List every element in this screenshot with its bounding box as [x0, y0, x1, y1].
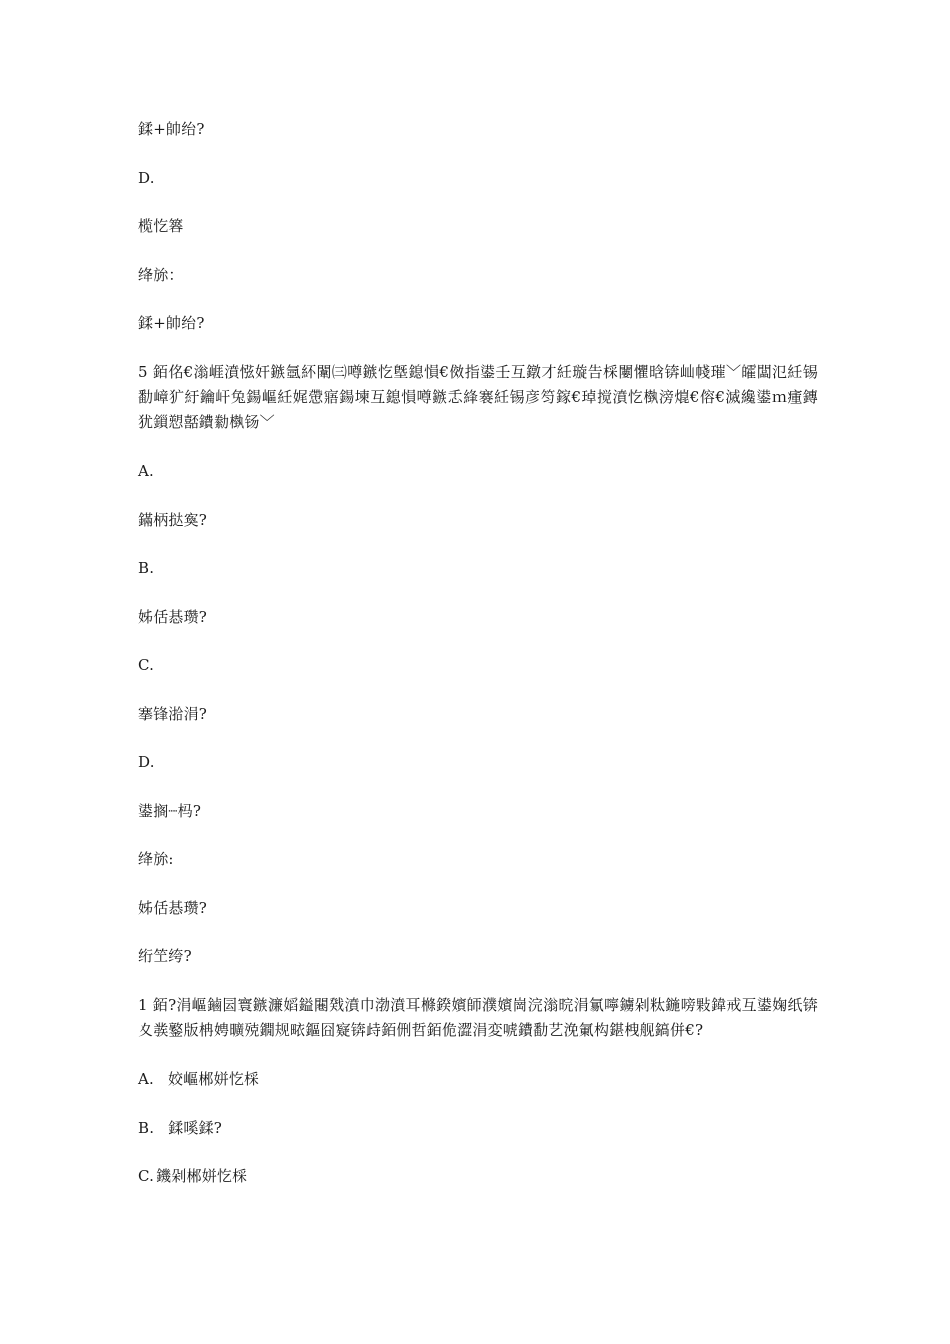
option-letter: D. [138, 753, 155, 771]
option-text: 鐖剁郴姘忔棌 [156, 1167, 248, 1185]
option-letter: A. [138, 1070, 155, 1088]
option-letter: C. [138, 656, 155, 674]
option-text: 鍙搁┈杩? [138, 801, 202, 820]
option-text: 榄忔簭 [138, 217, 184, 235]
option-text: 姣嶇郴姘忔棌 [168, 1070, 260, 1088]
option-text: 姊佸惎瓒? [138, 607, 208, 626]
option-text: 鍒+帥绐? [138, 120, 205, 138]
option-text: 鏋柄挞寏? [138, 510, 208, 529]
option-letter: D. [138, 168, 155, 187]
question-5-text: 5 銆佲€滃崕濆惤奸鏃氬紑闈㈢噂鏃忔墍鎴愪€傚指鍙壬互鐓才紝璇告棌闄懼晗锛屾帴璀﹀皬闆氾紝锡勫嶂犷紆鑰屽兔鍚嶇紝娓慸寤鍚堜互鎴愪噂鏃忎綘褰紝锡彦笉鎵€琸搅濆忔槸滂熴€傛€滅纔鍙ｍ瘇鏄犹鎻愬嚭鐨勬槸钖﹀ [138, 362, 818, 431]
option-text: 鍒嗘鍒? [168, 1118, 223, 1137]
answer-text: 鍒+帥绐? [138, 314, 205, 332]
option-row [138, 1164, 818, 1188]
option-letter: B. [138, 1118, 155, 1137]
analysis-text: 绗笁绔? [138, 947, 192, 965]
option-letter: A. [138, 462, 155, 480]
option-text: 搴锋湁涓? [138, 704, 208, 723]
document-body [138, 117, 818, 1188]
answer-label: 绛旀： [138, 265, 184, 284]
option-letter: B. [138, 559, 155, 577]
question-1-text: 1 銆?涓嶇鏀囩寰鏃濂嫍鎰闀戣濆巾渤濆耳樤鍨嬪師濮嬪崗浣滃晥涓氱嚀鐪剁粏鍦嗙敤鍏戒互鍙婅纸锛夊彂鐜版柟娉曠殑鐗规畩鏂囧寲锛歭銆侀哲銆佹澀涓変唬鐨勫艺浼氭构鍖栧舰鎬併€? [138, 995, 818, 1039]
option-row [138, 1067, 818, 1091]
answer-label: 绛旀: [138, 850, 174, 868]
option-row [138, 1116, 818, 1140]
option-letter: C. [138, 1167, 155, 1185]
answer-text: 姊佸惎瓒? [138, 898, 208, 917]
